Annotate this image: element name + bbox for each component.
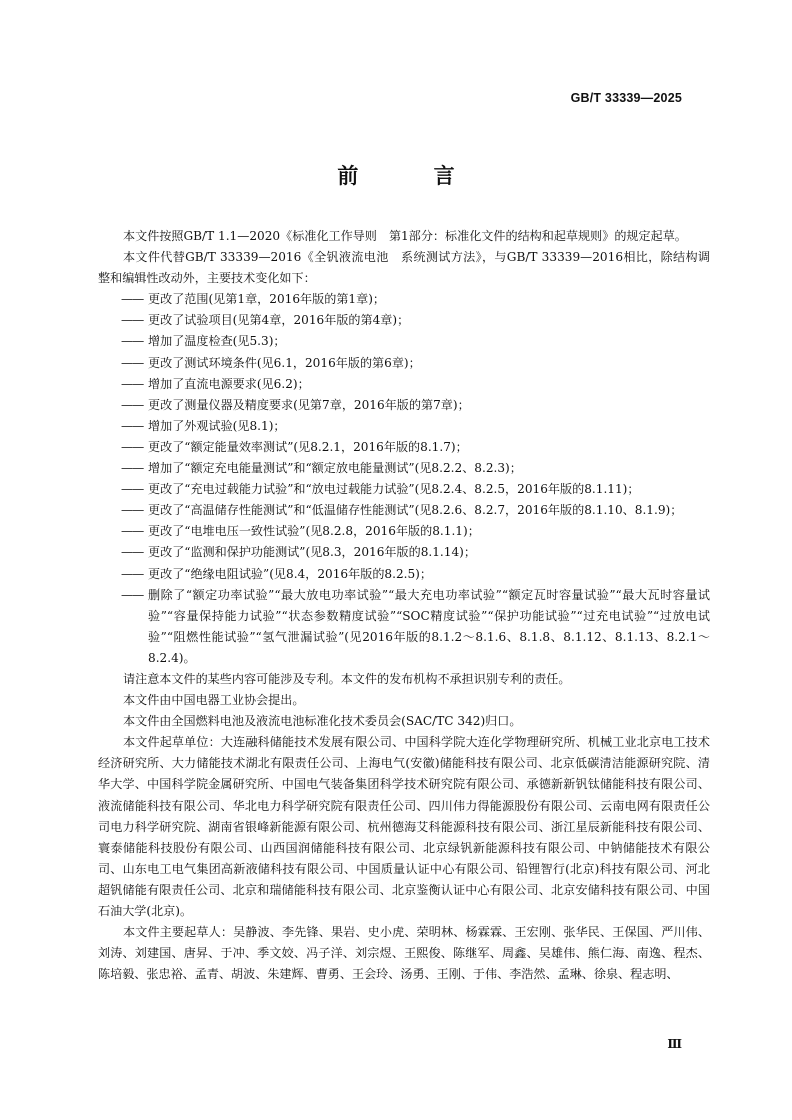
change-item bbox=[98, 289, 710, 310]
dash-marker: —— bbox=[121, 334, 144, 349]
dash-marker: —— bbox=[121, 376, 144, 391]
paragraph-proposer: 本文件由中国电器工业协会提出。 bbox=[123, 693, 305, 708]
change-item-text: 增加了温度检查(见5.3)； bbox=[148, 334, 286, 349]
foreword-body bbox=[98, 226, 710, 985]
change-item-text: 更改了测试环境条件(见6.1，2016年版的第6章)； bbox=[148, 355, 421, 370]
change-item bbox=[98, 395, 710, 416]
change-item bbox=[98, 500, 710, 521]
change-item-text: 更改了“充电过载能力试验”和“放电过载能力试验”(见8.2.4、8.2.5，2016年版的8.1.11)； bbox=[148, 482, 640, 497]
change-item bbox=[98, 353, 710, 374]
change-item-text: 更改了“额定能量效率测试”(见8.2.1，2016年版的8.1.7)； bbox=[148, 439, 468, 454]
dash-marker: —— bbox=[121, 566, 144, 581]
paragraph-drafters: 本文件主要起草人：吴静波、李先锋、果岩、史小虎、荣明林、杨霖霖、王宏刚、张华民、王保国、严川伟、刘涛、刘建国、唐昇、于冲、季文姣、冯子洋、刘宗煜、王熙俊、陈继军、周鑫、吴雄伟、熊仁海、南逸、程杰、陈培毅、张忠裕、孟青、胡波、朱建辉、曹勇、王会玲、汤勇、王刚、于伟、李浩然、孟琳、徐泉、程志明、 bbox=[98, 925, 710, 982]
change-item-text: 增加了外观试验(见8.1)； bbox=[148, 418, 286, 433]
change-item bbox=[98, 479, 710, 500]
dash-marker: —— bbox=[121, 439, 144, 454]
change-item bbox=[98, 585, 710, 669]
change-item-text: 更改了“高温储存性能测试”和“低温储存性能测试”(见8.2.6、8.2.7，2016年版的8.1.10、8.1.9)； bbox=[148, 503, 683, 518]
change-item-text: 更改了“绝缘电阻试验”(见8.4，2016年版的8.2.5)； bbox=[148, 566, 432, 581]
dash-marker: —— bbox=[121, 587, 144, 602]
change-item-text: 增加了直流电源要求(见6.2)； bbox=[148, 376, 310, 391]
change-item-text: 更改了“监测和保护功能测试”(见8.3，2016年版的8.1.14)； bbox=[148, 545, 476, 560]
change-item-text: 更改了“电堆电压一致性试验”(见8.2.8，2016年版的8.1.1)； bbox=[148, 524, 480, 539]
dash-marker: —— bbox=[121, 503, 144, 518]
paragraph-committee: 本文件由全国燃料电池及液流电池标准化技术委员会(SAC/TC 342)归口。 bbox=[123, 714, 522, 729]
dash-marker: —— bbox=[121, 482, 144, 497]
paragraph-replacement: 本文件代替GB/T 33339—2016《全钒液流电池 系统测试方法》，与GB/T 33339—2016相比，除结构调整和编辑性改动外，主要技术变化如下： bbox=[98, 250, 710, 286]
dash-marker: —— bbox=[121, 355, 144, 370]
change-item bbox=[98, 310, 710, 331]
dash-marker: —— bbox=[121, 313, 144, 328]
change-item-text: 更改了试验项目(见第4章，2016年版的第4章)； bbox=[148, 313, 410, 328]
change-item bbox=[98, 374, 710, 395]
standard-number: GB/T 33339—2025 bbox=[570, 91, 682, 105]
change-item-text: 增加了“额定充电能量测试”和“额定放电能量测试”(见8.2.2、8.2.3)； bbox=[148, 461, 522, 476]
paragraph-drafting-units: 本文件起草单位：大连融科储能技术发展有限公司、中国科学院大连化学物理研究所、机械工业北京电工技术经济研究所、大力储能技术湖北有限责任公司、上海电气(安徽)储能科技有限公司、北京低碳清洁能源研究院、清华大学、中国科学院金属研究所、中国电气装备集团科学技术研究院有限公司、承德新新钒钛储能科技有限公司、液流储能科技有限公司、华北电力科学研究院有限责任公司、四川伟力得能源股份有限公司、云南电网有限责任公司电力科学研究院、湖南省银峰新能源有限公司、杭州德海艾科能源科技有限公司、浙江星辰新能科技有限公司、寰泰储能科技股份有限公司、山西国润储能科技有限公司、北京绿钒新能源科技有限公司、中钠储能技术有限公司、山东电工电气集团高新液储科技有限公司、中国质量认证中心有限公司、铅锂智行(北京)科技有限公司、河北超钒储能有限责任公司、北京和瑞储能科技有限公司、北京鉴衡认证中心有限公司、北京安储科技有限公司、中国石油大学(北京)。 bbox=[98, 735, 710, 918]
paragraph-drafting-rules: 本文件按照GB/T 1.1—2020《标准化工作导则 第1部分：标准化文件的结构和起草规则》的规定起草。 bbox=[123, 229, 687, 243]
change-item bbox=[98, 521, 710, 542]
change-item bbox=[98, 416, 710, 437]
change-item-text: 删除了“额定功率试验”“最大放电功率试验”“最大充电功率试验”“额定瓦时容量试验”“最大瓦时容量试验”“容量保持能力试验”“状态参数精度试验”“SOC精度试验”“保护功能试验”“过充电试验”“过放电试验”“阻燃性能试验”“氢气泄漏试验”(见2016年版的8.1.2～8.1.6、8.1.8、8.1.12、8.1.13、8.2.1～8.2.4)。 bbox=[148, 587, 710, 665]
paragraph-patent-notice: 请注意本文件的某些内容可能涉及专利。本文件的发布机构不承担识别专利的责任。 bbox=[123, 671, 571, 686]
dash-marker: —— bbox=[121, 545, 144, 560]
page-title: 前 言 bbox=[337, 164, 489, 188]
change-item bbox=[98, 437, 710, 458]
dash-marker: —— bbox=[121, 524, 144, 539]
change-item-text: 更改了测量仪器及精度要求(见第7章，2016年版的第7章)； bbox=[148, 397, 470, 412]
page-number: Ⅲ bbox=[667, 1037, 682, 1051]
dash-marker: —— bbox=[121, 397, 144, 412]
change-item bbox=[98, 331, 710, 352]
change-item-text: 更改了范围(见第1章，2016年版的第1章)； bbox=[148, 292, 386, 307]
dash-marker: —— bbox=[121, 461, 144, 476]
dash-marker: —— bbox=[121, 292, 144, 307]
change-item bbox=[98, 564, 710, 585]
change-item bbox=[98, 458, 710, 479]
dash-marker: —— bbox=[121, 418, 144, 433]
change-item bbox=[98, 542, 710, 563]
